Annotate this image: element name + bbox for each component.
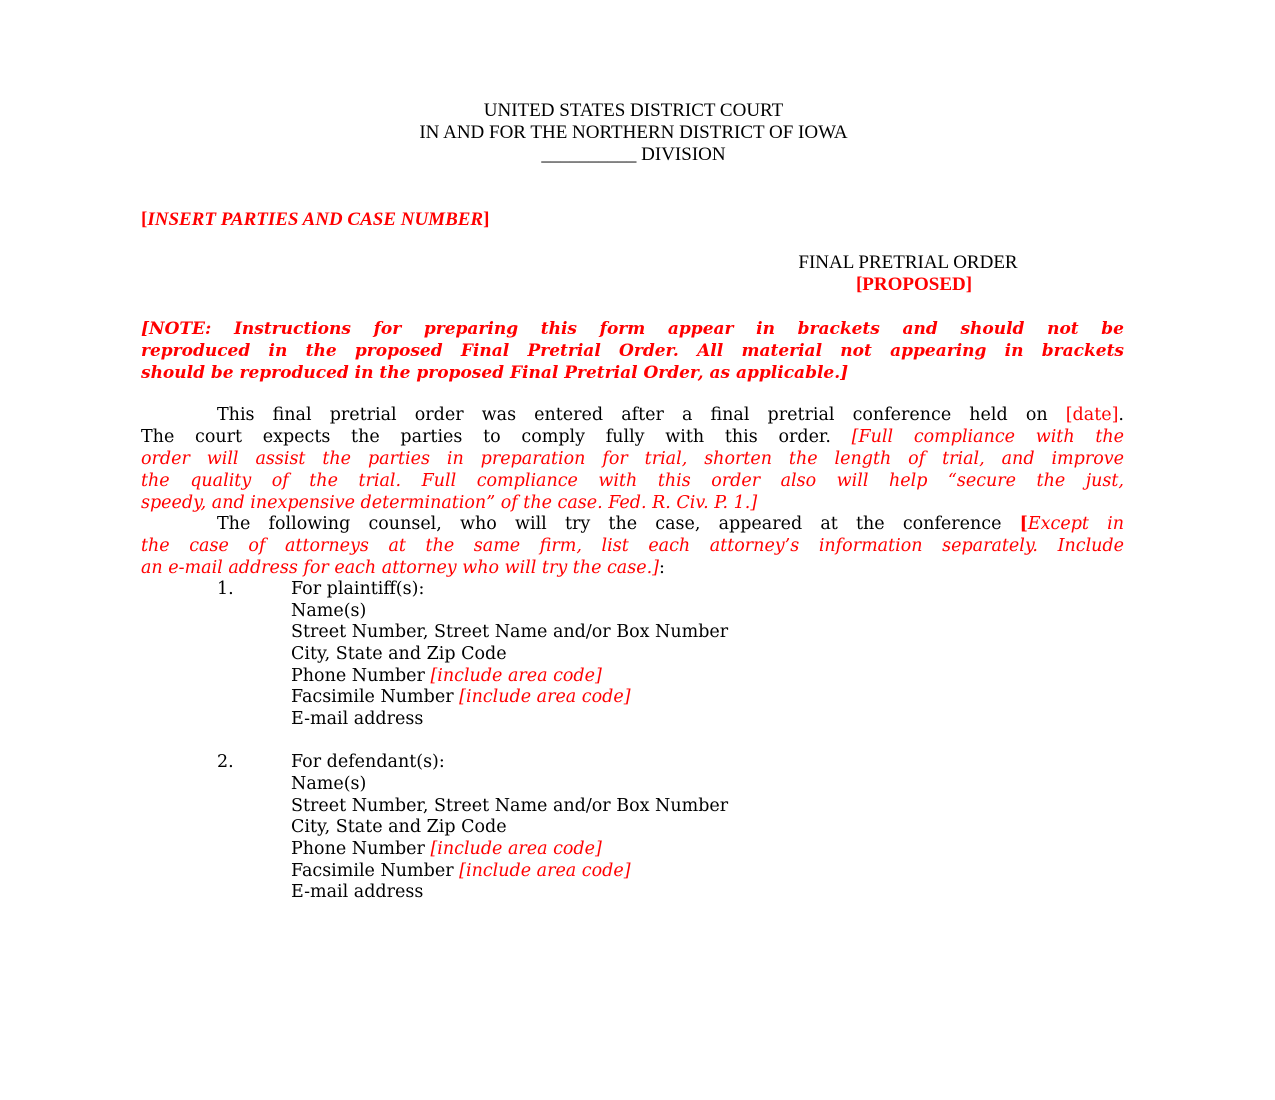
division-line <box>0 144 1267 166</box>
counsel-2-heading: For defendant(s): <box>291 752 445 772</box>
district-name: IN AND FOR THE NORTHERN DISTRICT OF IOWA <box>419 122 848 143</box>
para1-line1-period: . <box>1118 405 1124 425</box>
counsel-2-email: E-mail address <box>291 882 424 902</box>
counsel-1-street: Street Number, Street Name and/or Box Number <box>291 622 729 642</box>
note-line-3: should be reproduced in the proposed Final Pretrial Order, as applicable.] <box>141 363 849 383</box>
para2-line-2: the case of attorneys at the same firm, list each attorney’s information separately. Include <box>141 536 1124 556</box>
counsel-2-name: Name(s) <box>291 774 367 794</box>
para2-line3-instruction: an e-mail address for each attorney who will try the case.] <box>141 558 659 578</box>
counsel-2-phone-note: [include area code] <box>430 839 602 859</box>
para2-line-3 <box>141 557 1124 579</box>
division-word: DIVISION <box>641 144 726 165</box>
date-placeholder: [date] <box>1065 405 1119 425</box>
counsel-2-phone <box>291 838 602 860</box>
caption-placeholder <box>141 209 489 231</box>
para1-line2-instruction: [Full compliance with the <box>851 427 1124 447</box>
counsel-1-name: Name(s) <box>291 601 367 621</box>
caption-close-bracket: ] <box>483 209 490 230</box>
counsel-2-phone-label: Phone Number <box>291 839 425 859</box>
court-name: UNITED STATES DISTRICT COURT <box>483 100 784 121</box>
caption-text: INSERT PARTIES AND CASE NUMBER <box>147 209 484 230</box>
counsel-2-fax-label: Facsimile Number <box>291 861 454 881</box>
counsel-2-fax-note: [include area code] <box>459 861 631 881</box>
counsel-2-street: Street Number, Street Name and/or Box Number <box>291 796 729 816</box>
para1-line2-text: The court expects the parties to comply fully with this order. <box>141 427 831 447</box>
para1-line-5: speedy, and inexpensive determination” of the case. Fed. R. Civ. P. 1.] <box>141 493 758 513</box>
division-blank: __________ <box>541 144 637 165</box>
counsel-2-city: City, State and Zip Code <box>291 817 507 837</box>
counsel-2-fax <box>291 860 631 882</box>
para1-line-2 <box>141 426 1124 448</box>
order-title: FINAL PRETRIAL ORDER <box>798 252 1018 273</box>
para2-line1-text: The following counsel, who will try the case, appeared at the conference <box>217 514 1002 534</box>
para2-line-1 <box>217 513 1124 535</box>
counsel-1-heading: For plaintiff(s): <box>291 579 425 599</box>
para1-line-3: order will assist the parties in preparation for trial, shorten the length of trial, and improve <box>141 449 1124 469</box>
order-proposed-label: [PROPOSED] <box>855 274 973 295</box>
para1-line-1 <box>217 404 1124 426</box>
counsel-1-fax <box>291 686 631 708</box>
counsel-1-phone-label: Phone Number <box>291 666 425 686</box>
para1-line1-text: This final pretrial order was entered after a final pretrial conference held on <box>217 405 1048 425</box>
para2-line3-colon: : <box>658 558 665 578</box>
counsel-1-phone <box>291 665 602 687</box>
counsel-1-city: City, State and Zip Code <box>291 644 507 664</box>
note-line-1: [NOTE: Instructions for preparing this form appear in brackets and should not be <box>141 319 1124 339</box>
caption-open-bracket: [ <box>141 209 148 230</box>
counsel-1-number: 1. <box>217 579 234 599</box>
para2-line1-bracket: [ <box>1019 514 1028 534</box>
para1-line-4: the quality of the trial. Full compliance with this order also will help “secure the just, <box>141 471 1124 491</box>
counsel-1-fax-note: [include area code] <box>459 687 631 707</box>
counsel-1-fax-label: Facsimile Number <box>291 687 454 707</box>
counsel-2-number: 2. <box>217 752 234 772</box>
counsel-1-phone-note: [include area code] <box>430 666 602 686</box>
counsel-1-email: E-mail address <box>291 709 424 729</box>
para2-line1-instruction: Except in <box>1027 514 1124 534</box>
note-line-2: reproduced in the proposed Final Pretrial Order. All material not appearing in brackets <box>141 341 1124 361</box>
